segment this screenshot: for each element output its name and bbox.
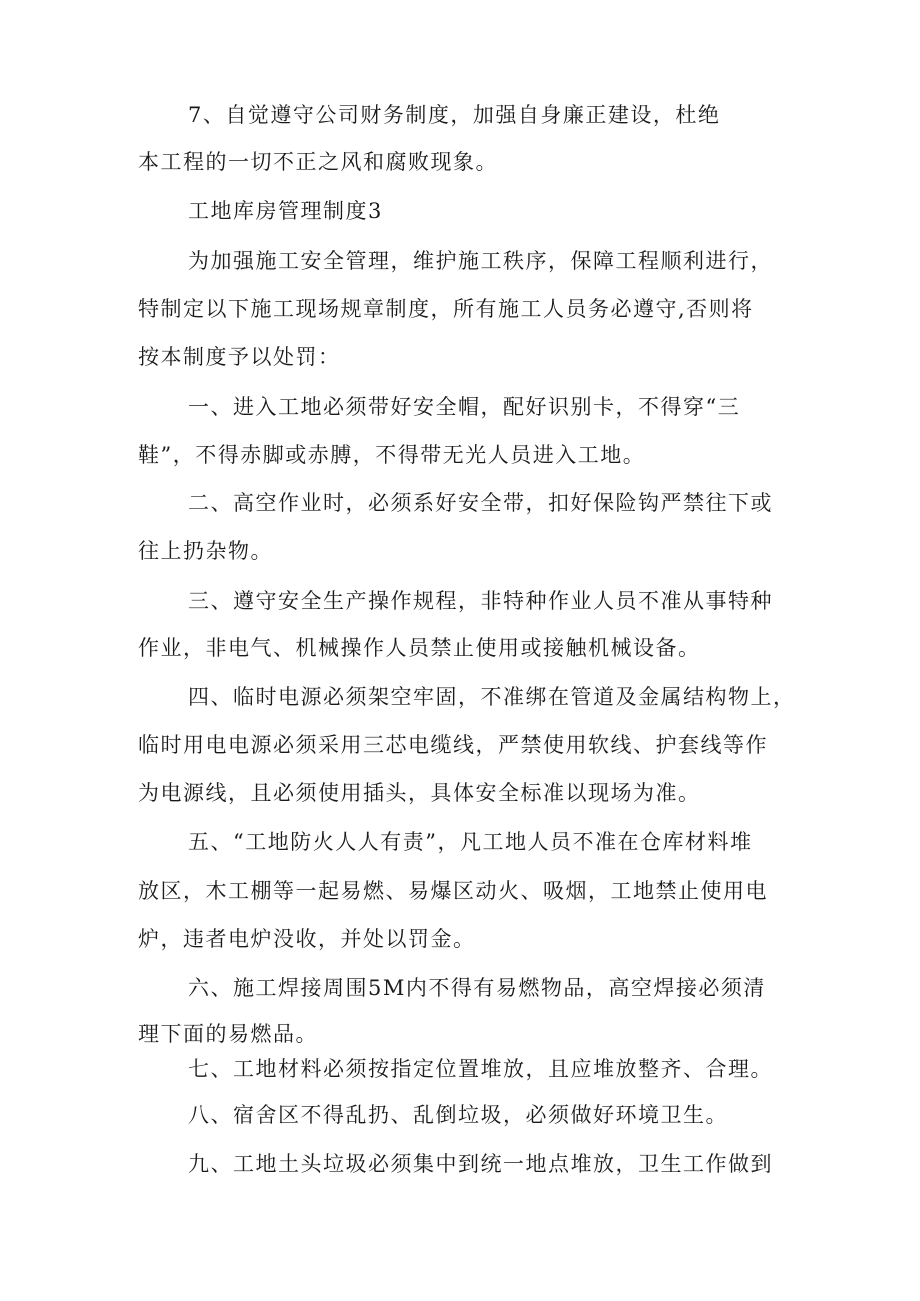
paragraph-line: 特制定以下施工现场规章制度，所有施工人员务必遵守,否则将 [138,297,754,321]
paragraph-line: 七、工地材料必须按指定位置堆放，且应堆放整齐、合理。 [188,1057,773,1081]
paragraph-line: 一、进入工地必须带好安全帽，配好识别卡，不得穿“三 [188,395,741,419]
paragraph-line: 二、高空作业时，必须系好安全带，扣好保险钩严禁往下或 [188,491,773,515]
paragraph-line: 为电源线，且必须使用插头，具体安全标准以现场为准。 [138,781,701,805]
paragraph-line: 作业，非电气、机械操作人员禁止使用或接触机械设备。 [138,636,701,660]
paragraph-line: 临时用电电源必须采用三芯电缆线，严禁使用软线、护套线等作 [138,733,768,757]
paragraph-line: 放区，木工棚等一起易燃、易爆区动火、吸烟，工地禁止使用电 [138,879,768,903]
paragraph-line: 往上扔杂物。 [138,539,273,563]
paragraph-line: 按本制度予以处罚： [138,345,341,369]
paragraph-line: 四、临时电源必须架空牢固，不准绑在管道及金属结构物上， [188,685,796,709]
paragraph-line: 八、宿舍区不得乱扔、乱倒垃圾，必须做好环境卫生。 [188,1103,728,1127]
paragraph-line: 九、工地土头垃圾必须集中到统一地点堆放，卫生工作做到 [188,1152,773,1176]
paragraph-line: 7、自觉遵守公司财务制度，加强自身廉正建设，杜绝 [188,103,721,127]
paragraph-line: 六、施工焊接周围5M内不得有易燃物品，高空焊接必须清 [188,976,766,1000]
paragraph-line: 为加强施工安全管理，维护施工秩序，保障工程顺利进行， [188,249,773,273]
paragraph-line: 鞋”，不得赤脚或赤膊，不得带无光人员进入工地。 [138,443,646,467]
paragraph-line: 本工程的一切不正之风和腐败现象。 [138,150,498,174]
paragraph-line: 五、“工地防火人人有责”，凡工地人员不准在仓库材料堆 [188,830,753,854]
paragraph-line: 理下面的易燃品。 [138,1022,318,1046]
section-heading: 工地库房管理制度3 [188,199,383,223]
paragraph-line: 炉，违者电炉没收，并处以罚金。 [138,927,476,951]
paragraph-line: 三、遵守安全生产操作规程，非特种作业人员不准从事特种 [188,589,773,613]
